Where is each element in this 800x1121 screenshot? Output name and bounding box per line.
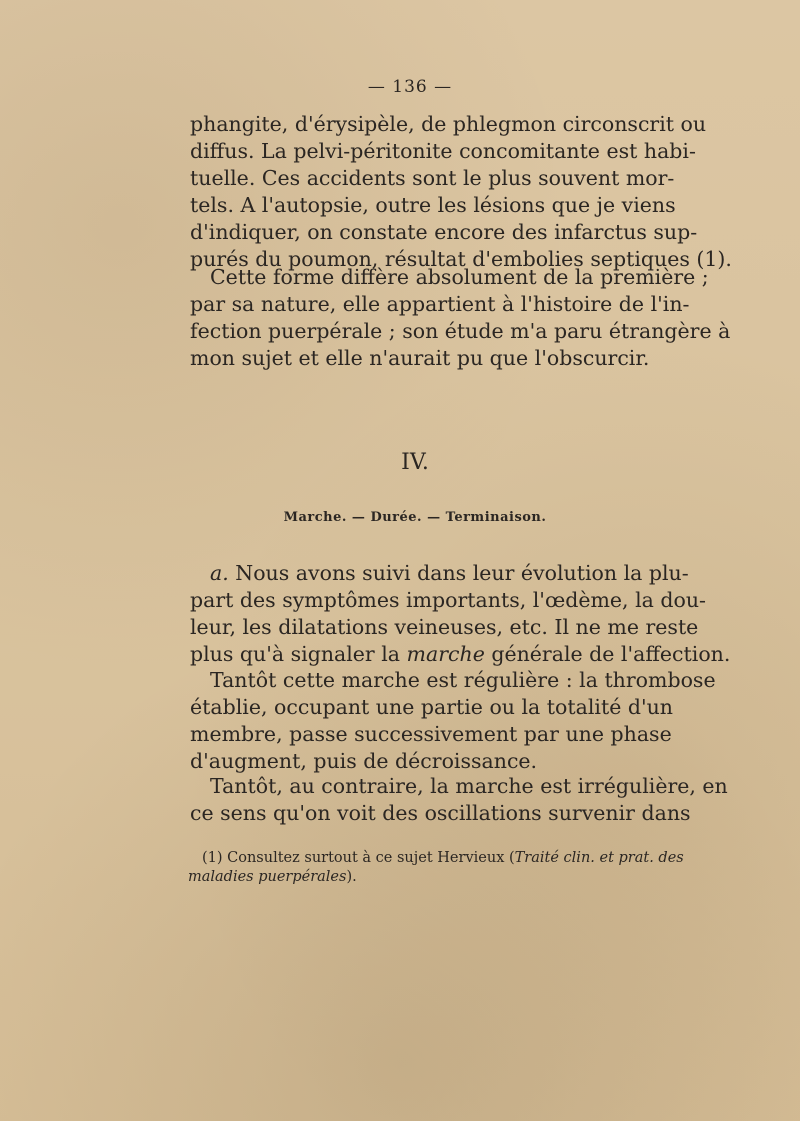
- text-segment: générale de l'affection.: [484, 642, 731, 666]
- text-line: d'augment, puis de décroissance.: [190, 749, 538, 773]
- text-line: purés du poumon, résultat d'embolies septiques (1).: [190, 247, 732, 271]
- text-line: [190, 641, 731, 668]
- text-segment: plus qu'à signaler la: [190, 642, 407, 666]
- text-line: mon sujet et elle n'aurait pu que l'obscurcir.: [190, 346, 650, 370]
- paragraph: [190, 560, 731, 668]
- text-line: membre, passe successivement par une phase: [190, 722, 672, 746]
- text-line: ce sens qu'on voit des oscillations survenir dans: [190, 801, 691, 825]
- section-heading: Marche. — Durée. — Terminaison.: [283, 510, 547, 525]
- paragraph-marker: a.: [210, 561, 229, 585]
- footnote-text: (1) Consultez surtout à ce sujet Hervieux (: [202, 850, 515, 866]
- text-line: fection puerpérale ; son étude m'a paru étrangère à: [190, 319, 731, 343]
- text-line: [190, 560, 689, 587]
- text-line: établie, occupant une partie ou la totalité d'un: [190, 695, 674, 719]
- text-segment: Nous avons suivi dans leur évolution la plu-: [235, 561, 689, 585]
- footnote-line: [188, 849, 684, 868]
- paragraph: [190, 773, 728, 827]
- footnote-title: Traité clin. et prat. des: [514, 850, 684, 866]
- text-line: tuelle. Ces accidents sont le plus souvent mor-: [190, 166, 675, 190]
- paragraph: [190, 667, 716, 775]
- footnote-text: ).: [346, 869, 357, 885]
- paragraph-continued: [190, 111, 732, 273]
- section-number: IV.: [401, 450, 429, 475]
- footnote: [188, 849, 684, 887]
- text-line: Tantôt, au contraire, la marche est irrégulière, en: [210, 774, 728, 798]
- text-line: part des symptômes importants, l'œdème, la dou-: [190, 588, 706, 612]
- text-line: phangite, d'érysipèle, de phlegmon circonscrit ou: [190, 112, 707, 136]
- text-line: Tantôt cette marche est régulière : la thrombose: [210, 668, 716, 692]
- page-number: — 136 —: [367, 77, 453, 97]
- footnote-line: [188, 868, 648, 887]
- footnote-title: maladies puerpérales: [188, 869, 347, 885]
- text-line: Cette forme diffère absolument de la première ;: [210, 265, 709, 289]
- text-line: diffus. La pelvi-péritonite concomitante est habi-: [190, 139, 696, 163]
- paragraph: [190, 264, 731, 372]
- text-line: d'indiquer, on constate encore des infarctus sup-: [190, 220, 698, 244]
- text-line: leur, les dilatations veineuses, etc. Il ne me reste: [190, 615, 699, 639]
- text-line: par sa nature, elle appartient à l'histoire de l'in-: [190, 292, 690, 316]
- emphasis: marche: [406, 642, 485, 666]
- text-line: tels. A l'autopsie, outre les lésions que je viens: [190, 193, 676, 217]
